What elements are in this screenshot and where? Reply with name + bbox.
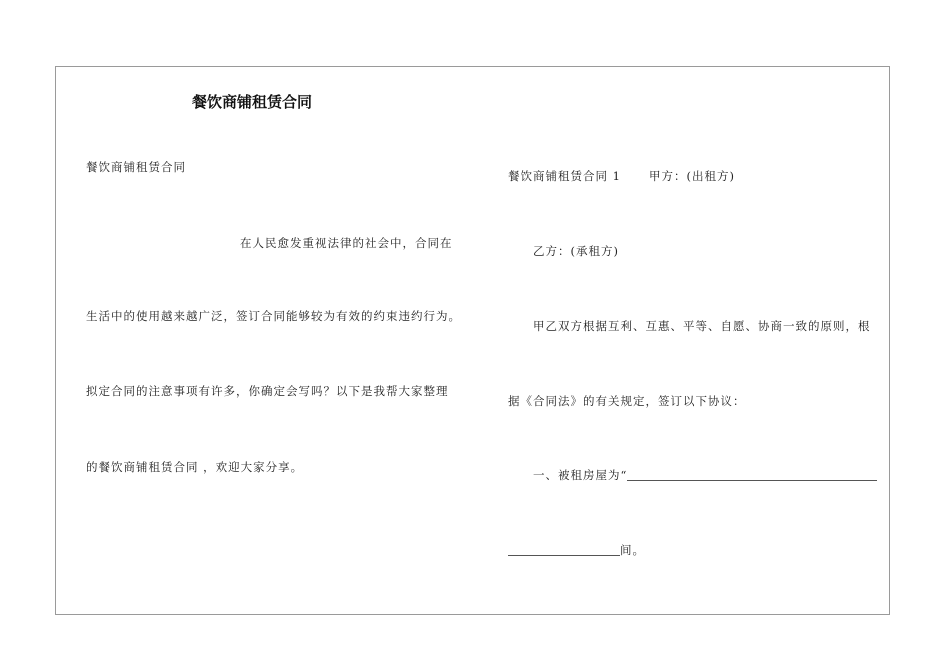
left-subtitle: 餐饮商铺租赁合同 [86, 160, 186, 174]
intro-line-3: 拟定合同的注意事项有许多，你确定会写吗？以下是我帮大家整理 [86, 384, 449, 398]
house-blank-field[interactable] [627, 468, 877, 481]
principle-line-1: 甲乙双方根据互利、互惠、平等、自愿、协商一致的原则，根 [533, 319, 871, 333]
clause-1-suffix: 间。 [620, 543, 645, 557]
document-title: 餐饮商铺租赁合同 [192, 93, 313, 111]
clause-1-prefix: 一、被租房屋为“ [533, 468, 628, 482]
intro-line-2: 生活中的使用越来越广泛，签订合同能够较为有效的约束违约行为。 [86, 309, 461, 323]
document-frame [55, 66, 890, 615]
party-a-label: 甲方：(出租方) [649, 169, 735, 183]
clause-1 [533, 467, 877, 483]
intro-line-4: 的餐饮商铺租赁合同 ，欢迎大家分享。 [86, 460, 304, 474]
clause-1-continued [508, 542, 645, 558]
room-count-blank-field[interactable] [508, 543, 620, 556]
principle-line-2: 据《合同法》的有关规定，签订以下协议： [508, 394, 746, 408]
party-b-label: 乙方：(承租方) [533, 244, 619, 258]
intro-line-1: 在人民愈发重视法律的社会中，合同在 [240, 236, 453, 250]
contract-heading: 餐饮商铺租赁合同 1 [508, 169, 621, 183]
